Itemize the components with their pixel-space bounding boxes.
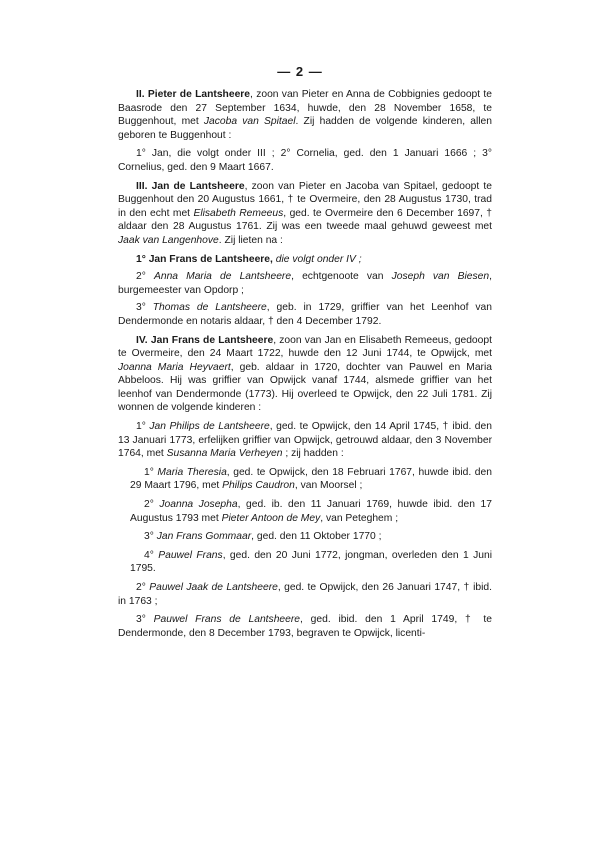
- child-text: , ged. te Opwijck, den 14 April 1745, † ibid. den 13 Januari 1773, erfelijken griffier van Opwijck, getrouwd aldaar, den 3 November 1764, met: [118, 421, 492, 460]
- child-text: , ged. ibid. den 1 April 1749, † te Dendermonde, den 8 December 1793, begraven te Opwijck, licenti-: [118, 614, 492, 639]
- child-name: Jan Philips de Lantsheere: [149, 421, 270, 433]
- paragraph-text: . Zij hadden de volgende kinderen, allen geboren te Buggenhout :: [118, 116, 492, 141]
- grandchild-text: , ged. den 11 Oktober 1770 ;: [251, 531, 382, 543]
- paragraph-text: , zoon van Pieter en Anna de Cobbignies gedoopt te Baasrode den 27 September 1634, huwde, den 28 November 1658, te Buggenhout, met: [118, 89, 493, 128]
- grandchild-text: , ged. ib. den 11 Januari 1769, huwde ibid. den 17 Augustus 1793 met: [130, 499, 492, 524]
- child-text: , echtgenoote van: [291, 271, 392, 283]
- child-iii-1: [118, 253, 492, 267]
- grandchild-text: , ged. den 20 Juni 1772, jongman, overleden den 1 Juni 1795.: [130, 549, 492, 575]
- paragraph-iii: [118, 180, 492, 248]
- section-number: III.: [136, 180, 148, 192]
- list-marker: 2°: [136, 271, 154, 283]
- child-iv-1: [118, 420, 492, 461]
- spouse-name: Jaak van Langenhove: [118, 234, 219, 246]
- spouse-name: Joseph van Biesen: [391, 271, 490, 283]
- paragraph-text: , ged. te Overmeire den 6 December 1697, † aldaar den 28 Augustus 1761. Zij was een tweede maal gehuwd geweest met: [118, 207, 492, 233]
- child-name: Pauwel Jaak de Lantsheere: [149, 582, 278, 593]
- list-marker: 1°: [144, 466, 158, 478]
- paragraph-text: . Zij lieten na :: [218, 234, 283, 246]
- paragraph-text: , zoon van Jan en Elisabeth Remeeus, gedoopt te Overmeire, den 24 Maart 1722, huwde den 12 Juni 1744, te Opwijck, met: [118, 334, 492, 360]
- spouse-name: Jacoba van Spitael: [203, 116, 296, 128]
- paragraph-text: , geb. aldaar in 1720, dochter van Pauwel en Maria Abbeloos. Hij was griffier van Opwijck vanaf 1744, alsmede griffier van het leenhof van Dendermonde (1773). Hij overleed te Opwijck, den 22 Juli 1781. Zij wonnen de volgende kinderen :: [118, 361, 493, 414]
- grandchild-4: [118, 549, 492, 576]
- child-text: ; zij hadden :: [282, 448, 344, 460]
- child-text: , ged. te Opwijck, den 26 Januari 1747, † ibid. in 1763 ;: [118, 582, 492, 607]
- person-name: Jan Frans de Lantsheere: [150, 334, 274, 346]
- child-iii-2: [118, 270, 492, 297]
- grandchild-3: [118, 530, 492, 544]
- grandchild-1: [118, 466, 492, 493]
- list-marker: 2°: [144, 499, 160, 511]
- spouse-name: Joanna Maria Heyvaert: [118, 361, 231, 373]
- page-number: — 2 —: [277, 64, 323, 79]
- list-marker: 1°: [136, 421, 150, 433]
- grandchild-name: Joanna Josepha: [159, 499, 238, 511]
- child-note: die volgt onder IV ;: [272, 253, 362, 265]
- list-marker: 2°: [136, 582, 150, 593]
- spouse-name: Pieter Antoon de Mey: [221, 512, 321, 524]
- spouse-name: Elisabeth Remeeus: [193, 207, 284, 219]
- child-name: 1° Jan Frans de Lantsheere,: [136, 253, 273, 265]
- grandchild-2: [118, 498, 492, 525]
- document-body: [118, 88, 492, 645]
- person-name: Pieter de Lantsheere: [147, 89, 251, 100]
- spouse-name: Susanna Maria Verheyen: [166, 448, 283, 460]
- grandchild-text: , ged. te Opwijck, den 18 Februari 1767, huwde ibid. den 29 Maart 1796, met: [130, 466, 492, 492]
- paragraph-text: , zoon van Pieter en Jacoba van Spitael, gedoopt te Buggenhout den 20 Augustus 1661, † te Overmeire, den 28 Augustus 1730, trad in den echt met: [118, 180, 493, 219]
- section-number: IV.: [136, 334, 148, 346]
- grandchild-name: Jan Frans Gommaar: [156, 531, 252, 543]
- list-marker: 3°: [144, 531, 157, 543]
- child-iv-2: [118, 581, 492, 608]
- list-marker: 3°: [136, 302, 153, 314]
- child-text: , geb. in 1729, griffier van het Leenhof van Dendermonde en notaris aldaar, † den 4 December 1792.: [118, 302, 492, 327]
- grandchild-text: , van Moorsel ;: [294, 480, 363, 492]
- child-name: Thomas de Lantsheere: [152, 302, 267, 314]
- paragraph-iv: [118, 334, 492, 416]
- paragraph-ii-children: 1° Jan, die volgt onder III ; 2° Cornelia, ged. den 1 Januari 1666 ; 3° Cornelius, ged. den 9 Maart 1667.: [118, 148, 492, 173]
- child-name: Anna Maria de Lantsheere: [153, 271, 292, 283]
- list-marker: 3°: [136, 614, 154, 626]
- grandchild-name: Pauwel Frans: [158, 549, 223, 561]
- child-iv-3: [118, 613, 492, 640]
- list-marker: 4°: [144, 549, 159, 561]
- spouse-name: Philips Caudron: [222, 480, 295, 492]
- section-number: II.: [136, 89, 145, 100]
- paragraph-ii: [118, 88, 492, 142]
- grandchild-name: Maria Theresia: [157, 466, 227, 478]
- child-name: Pauwel Frans de Lantsheere: [153, 614, 301, 626]
- child-text: , burgemeester van Opdorp ;: [118, 271, 492, 296]
- child-iii-3: [118, 301, 492, 328]
- grandchild-text: , van Peteghem ;: [320, 512, 399, 524]
- person-name: Jan de Lantsheere: [151, 180, 245, 192]
